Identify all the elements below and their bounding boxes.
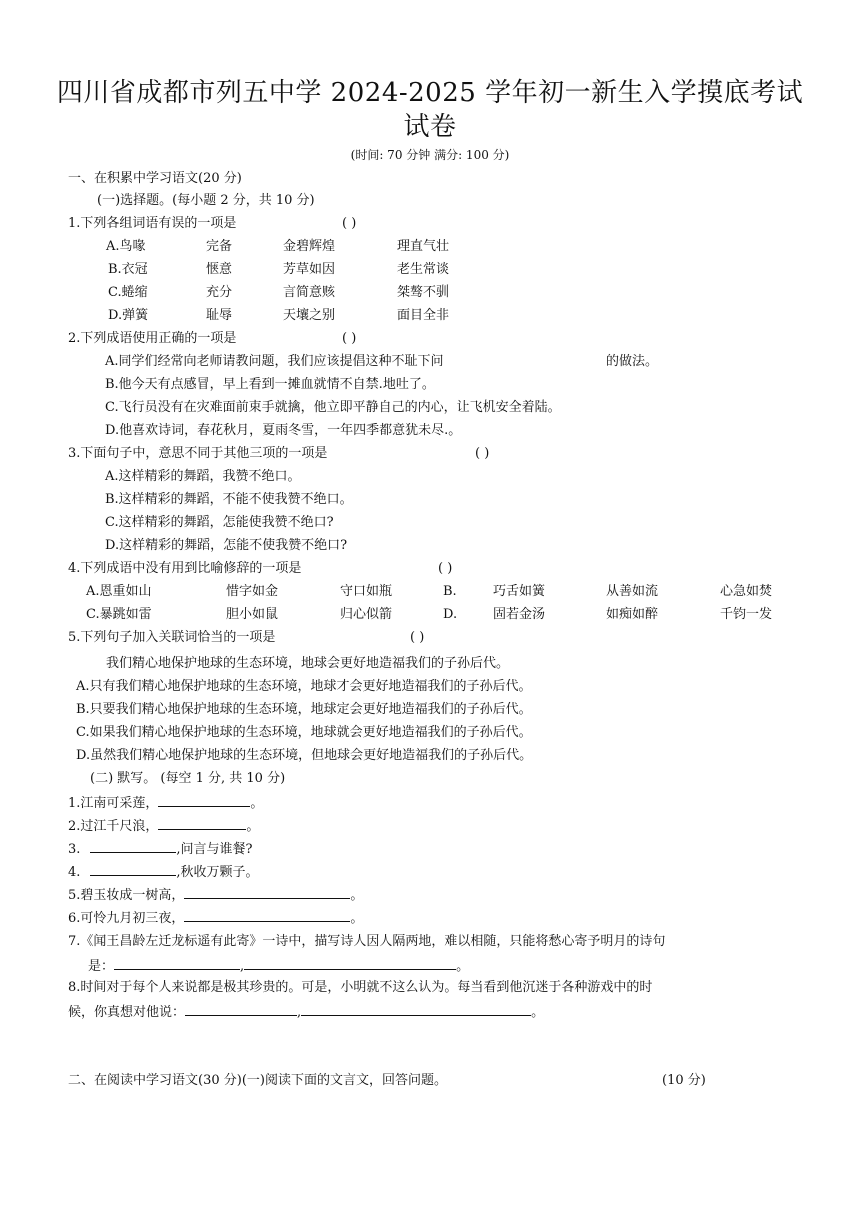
q4-idiom: 如痴如醉	[606, 607, 659, 622]
q5-option-b: B.只要我们精心地保护地球的生态环境，地球定会更好地造福我们的子孙后代。	[76, 702, 532, 717]
answer-blank[interactable]	[90, 839, 176, 853]
part1-sub2: (二) 默写。 (每空 1 分, 共 10 分)	[90, 771, 286, 786]
dictation-prompt: 2.过江千尺浪，	[68, 819, 159, 834]
q2-option-d: D.他喜欢诗词，春花秋月，夏雨冬雪，一年四季都意犹未尽.。	[105, 423, 462, 438]
dictation-punct: 。	[250, 796, 264, 811]
q3-answer-paren: ( )	[475, 446, 490, 461]
dictation-punct: 。	[456, 959, 470, 974]
answer-blank[interactable]	[158, 793, 250, 807]
part1-sub1: (一)选择题。(每小题 2 分，共 10 分)	[97, 193, 315, 208]
q3-option-b: B.这样精彩的舞蹈，不能不使我赞不绝口。	[105, 492, 353, 507]
q4-idiom: 巧舌如簧	[493, 584, 546, 599]
answer-blank[interactable]	[114, 956, 240, 970]
q5-answer-paren: ( )	[410, 630, 425, 645]
answer-blank[interactable]	[244, 956, 456, 970]
answer-blank[interactable]	[185, 1002, 297, 1016]
q1-option-d: D.弹簧	[108, 308, 149, 323]
q1-word: 面目全非	[397, 308, 450, 323]
dictation-punct: 。	[350, 888, 364, 903]
q4-option-a: A.恩重如山	[86, 584, 152, 599]
q5-stem: 5.下列句子加入关联词恰当的一项是	[68, 630, 276, 645]
part2-score: (10 分)	[662, 1073, 706, 1088]
q4-option-b: B.	[443, 584, 457, 599]
q2-option-b: B.他今天有点感冒，早上看到一摊血就情不自禁.地吐了。	[105, 377, 435, 392]
dictation-item-4	[68, 862, 259, 882]
q3-option-c: C.这样精彩的舞蹈，怎能使我赞不绝口?	[105, 515, 334, 530]
dictation-punct: 。	[246, 819, 260, 834]
exam-title-line1: 四川省成都市列五中学 2024-2025 学年初一新生入学摸底考试	[56, 78, 804, 108]
dictation-punct: ,	[297, 1005, 302, 1020]
dictation-item-7-answer	[88, 956, 469, 976]
q1-option-c: C.蜷缩	[108, 285, 148, 300]
q1-option-a: A.鸟喙	[106, 239, 146, 254]
q3-stem: 3.下面句子中，意思不同于其他三项的一项是	[68, 446, 328, 461]
q1-stem: 1.下列各组词语有误的一项是	[68, 216, 237, 231]
answer-blank[interactable]	[90, 862, 176, 876]
q1-word: 理直气壮	[397, 239, 450, 254]
q1-word: 老生常谈	[397, 262, 450, 277]
dictation-prompt: ,秋收万颗子。	[176, 865, 259, 880]
dictation-item-8-answer	[68, 1002, 544, 1022]
answer-blank[interactable]	[184, 908, 350, 922]
q4-idiom: 守口如瓶	[340, 584, 393, 599]
q3-option-d: D.这样精彩的舞蹈，怎能不使我赞不绝口?	[105, 538, 348, 553]
q1-word: 芳草如因	[283, 262, 336, 277]
dictation-item-5	[68, 885, 363, 905]
exam-subtitle: (时间: 70 分钟 满分: 100 分)	[350, 148, 510, 162]
dictation-punct: 。	[531, 1005, 545, 1020]
q4-option-c: C.暴跳如雷	[86, 607, 152, 622]
dictation-item-3	[68, 839, 253, 859]
q4-option-d: D.	[443, 607, 458, 622]
q4-idiom: 固若金汤	[493, 607, 546, 622]
q5-option-a: A.只有我们精心地保护地球的生态环境，地球才会更好地造福我们的子孙后代。	[76, 679, 532, 694]
q1-word: 桀骜不驯	[397, 285, 450, 300]
dictation-prompt: 5.碧玉妆成一树高，	[68, 888, 185, 903]
answer-blank[interactable]	[301, 1002, 531, 1016]
q5-option-c: C.如果我们精心地保护地球的生态环境，地球就会更好地造福我们的子孙后代。	[76, 725, 532, 740]
dictation-item-7-prompt: 7.《闻王昌龄左迁龙标遥有此寄》一诗中，描写诗人因人隔两地，难以相随，只能将愁心寄予明月的诗句	[68, 934, 666, 949]
dictation-prompt: 1.江南可采莲，	[68, 796, 159, 811]
q3-option-a: A.这样精彩的舞蹈，我赞不绝口。	[105, 469, 301, 484]
q4-answer-paren: ( )	[438, 561, 453, 576]
dictation-prompt: 是：	[88, 959, 115, 974]
answer-blank[interactable]	[158, 816, 246, 830]
dictation-prompt: 3.	[68, 842, 81, 857]
q1-word: 耻辱	[206, 308, 233, 323]
dictation-item-2	[68, 816, 259, 836]
q1-word: 惬意	[206, 262, 233, 277]
q1-word: 金碧辉煌	[283, 239, 336, 254]
part1-heading: 一、在积累中学习语文(20 分)	[68, 171, 242, 186]
q1-option-b: B.衣冠	[108, 262, 148, 277]
answer-blank[interactable]	[184, 885, 350, 899]
q1-word: 天壤之别	[283, 308, 336, 323]
q2-option-a-tail: 的做法。	[606, 354, 659, 369]
dictation-punct: ,	[240, 959, 245, 974]
exam-title-line2: 试卷	[403, 112, 457, 142]
dictation-prompt: 6.可怜九月初三夜，	[68, 911, 185, 926]
part2-heading: 二、在阅读中学习语文(30 分)(一)阅读下面的文言文，回答问题。	[68, 1073, 447, 1088]
q2-answer-paren: ( )	[342, 331, 357, 346]
q2-option-a: A.同学们经常向老师请教问题，我们应该提倡这种不耻下问	[105, 354, 444, 369]
dictation-punct: 。	[350, 911, 364, 926]
q4-idiom: 惜字如金	[226, 584, 279, 599]
dictation-prompt: 4.	[68, 865, 81, 880]
q5-sentence: 我们精心地保护地球的生态环境，地球会更好地造福我们的子孙后代。	[106, 656, 510, 671]
q2-stem: 2.下列成语使用正确的一项是	[68, 331, 237, 346]
q5-option-d: D.虽然我们精心地保护地球的生态环境，但地球会更好地造福我们的子孙后代。	[76, 748, 533, 763]
dictation-item-6	[68, 908, 363, 928]
dictation-prompt: ,问言与谁餐?	[176, 842, 253, 857]
q4-idiom: 胆小如鼠	[226, 607, 279, 622]
q1-answer-paren: ( )	[342, 216, 357, 231]
q4-idiom: 千钧一发	[720, 607, 773, 622]
q4-idiom: 从善如流	[606, 584, 659, 599]
q1-word: 言简意赅	[283, 285, 336, 300]
dictation-prompt: 候，你真想对他说：	[68, 1005, 186, 1020]
q1-word: 充分	[206, 285, 233, 300]
q2-option-c: C.飞行员没有在灾难面前束手就擒，他立即平静自己的内心，让飞机安全着陆。	[105, 400, 561, 415]
q1-word: 完备	[206, 239, 233, 254]
dictation-item-8-prompt: 8.时间对于每个人来说都是极其珍贵的。可是，小明就不这么认为。每当看到他沉迷于各种游戏中的时	[68, 980, 653, 995]
q4-idiom: 归心似箭	[340, 607, 393, 622]
q4-stem: 4.下列成语中没有用到比喻修辞的一项是	[68, 561, 302, 576]
dictation-item-1	[68, 793, 263, 813]
q4-idiom: 心急如焚	[720, 584, 773, 599]
